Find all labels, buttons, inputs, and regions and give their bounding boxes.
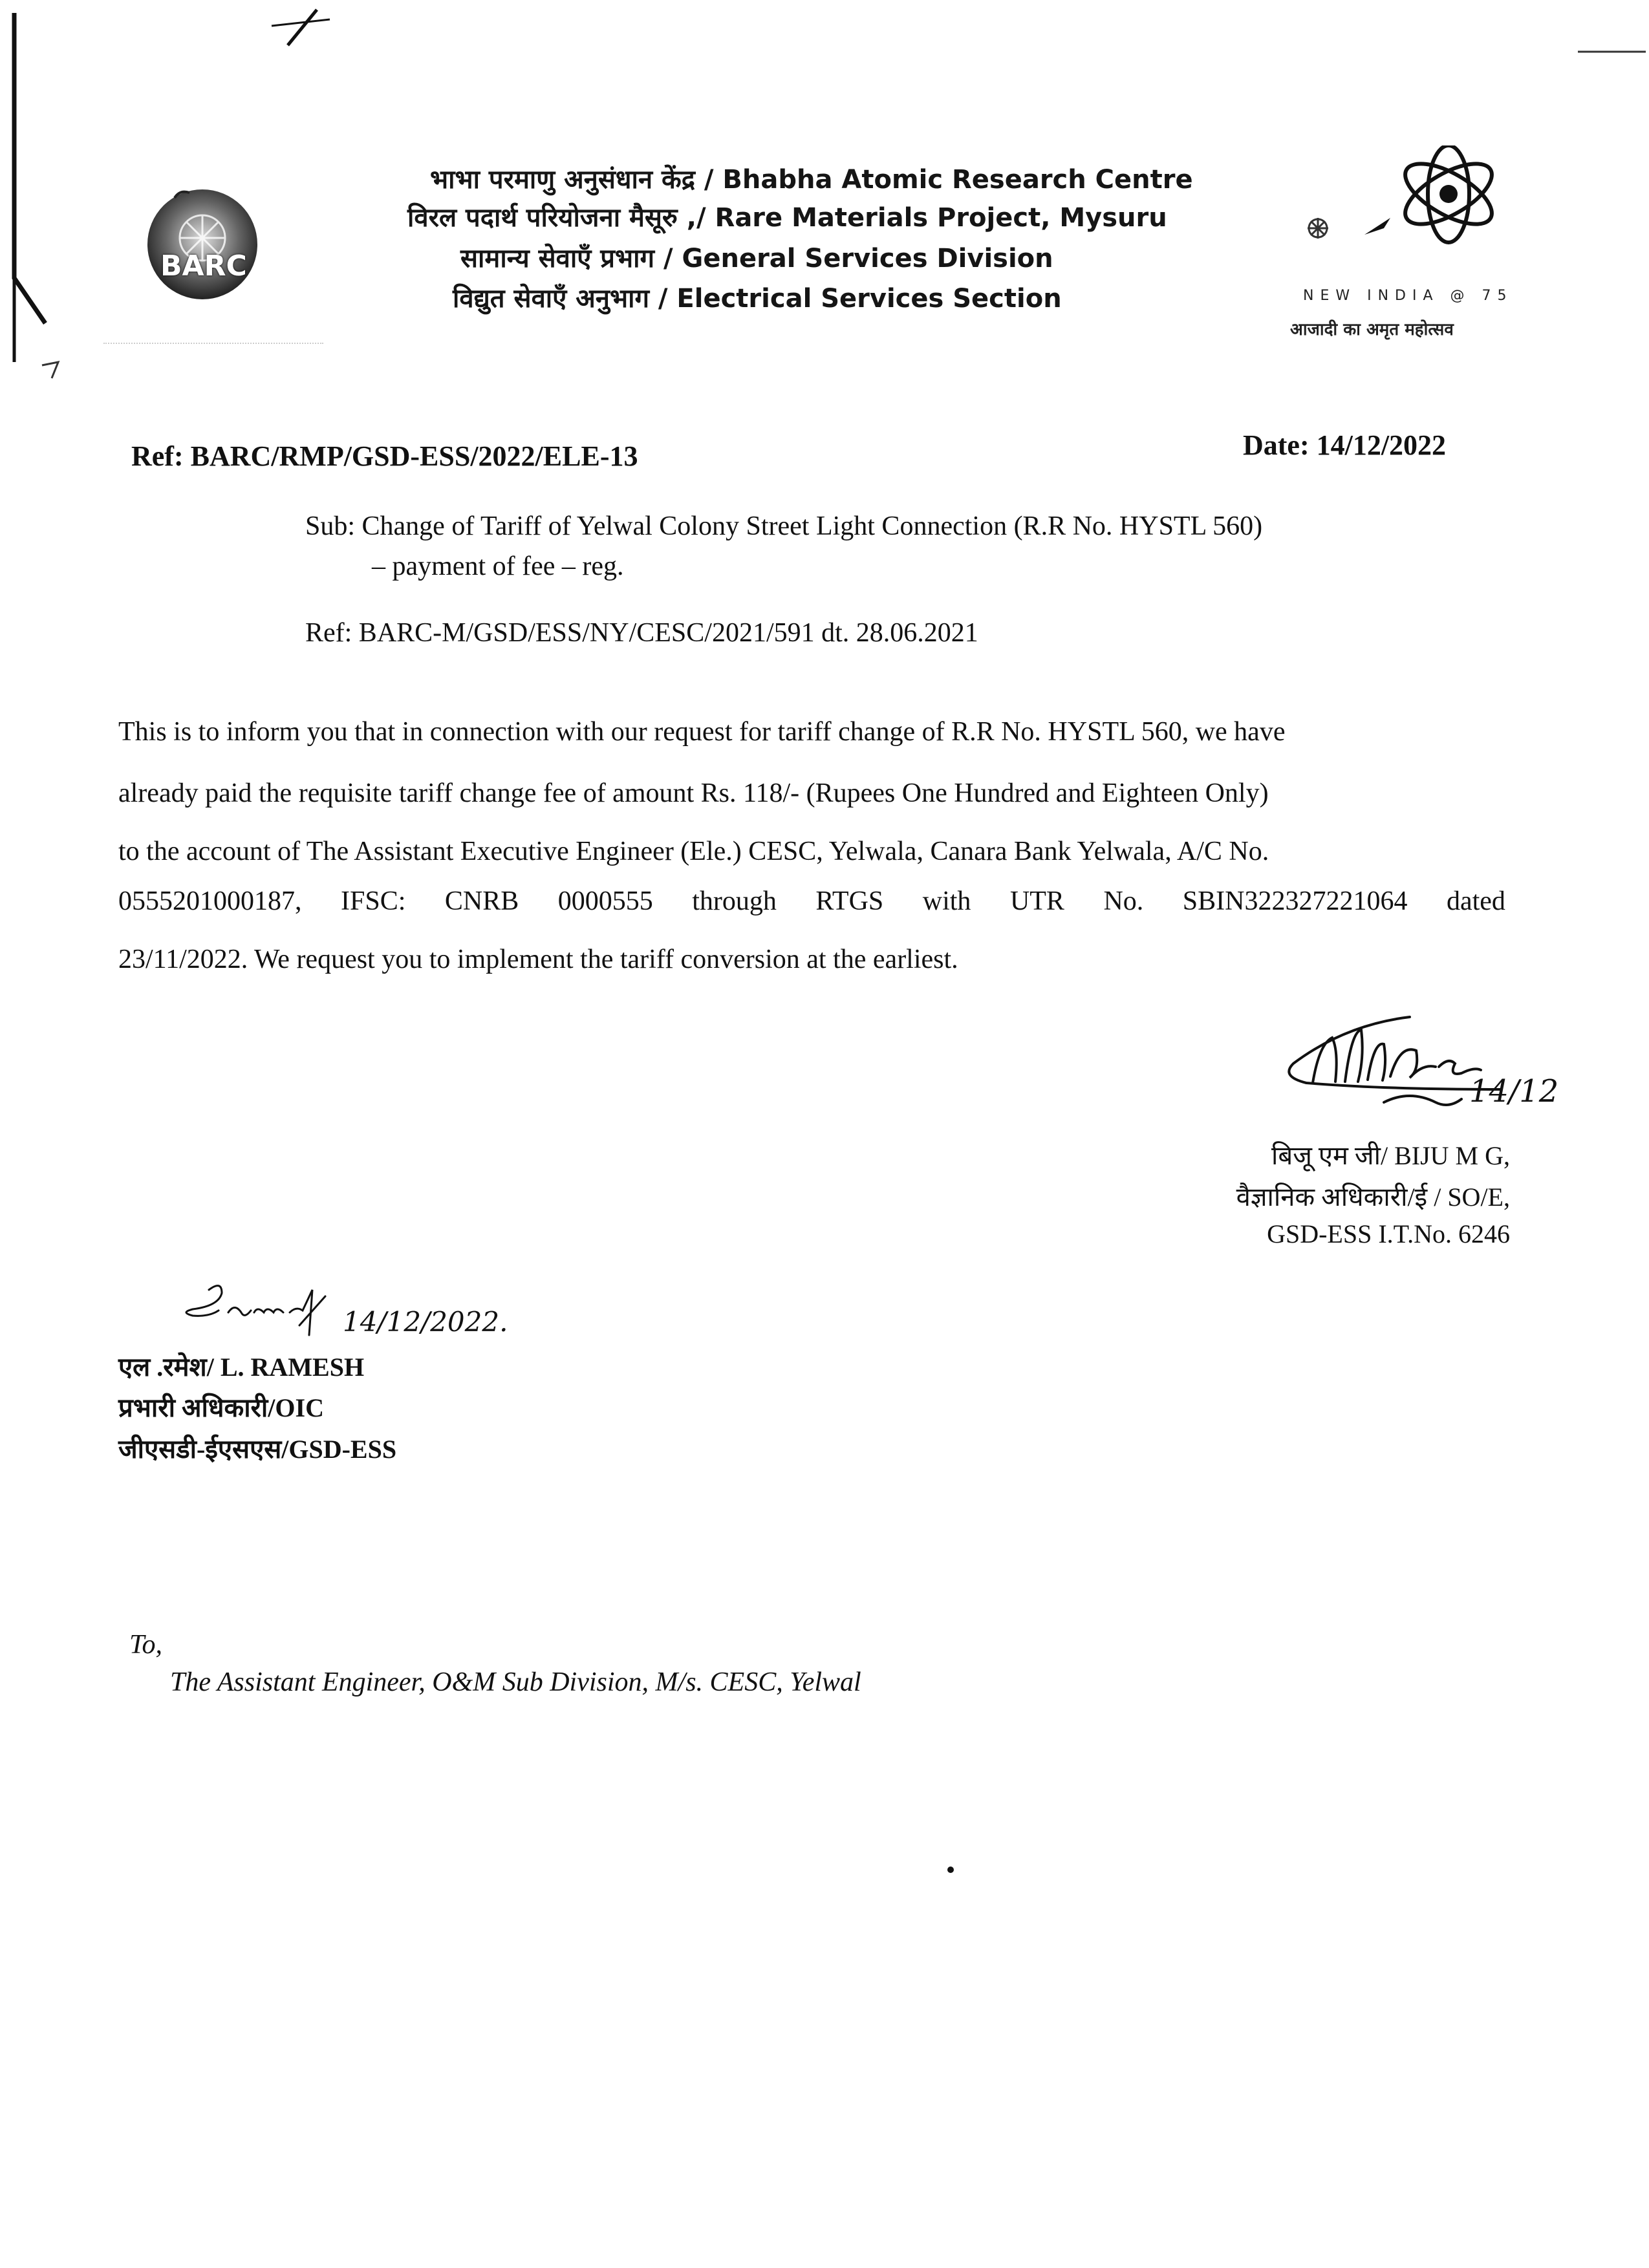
signature-date: 14/12 — [1469, 1073, 1559, 1109]
body-word: SBIN322327221064 — [1182, 886, 1408, 916]
reference-2: Ref: BARC-M/GSD/ESS/NY/CESC/2021/591 dt. 28.06.2021 — [305, 618, 978, 648]
oic-designation: प्रभारी अधिकारी/OIC — [118, 1393, 324, 1422]
letter-reference: Ref: BARC/RMP/GSD-ESS/2022/ELE-13 — [131, 440, 638, 472]
signatory-id: GSD-ESS I.T.No. 6246 — [1267, 1219, 1510, 1248]
body-word: 0555201000187, — [118, 886, 302, 916]
body-word: with — [922, 886, 971, 916]
barc-logo — [141, 173, 257, 303]
body-word: 0000555 — [557, 886, 653, 916]
subject-line-1: Sub: Change of Tariff of Yelwal Colony Street Light Connection (R.R No. HYSTL 560) — [305, 511, 1263, 541]
header-line-3: सामान्य सेवाएँ प्रभाग / General Services Division — [460, 244, 1053, 273]
body-line-3: to the account of The Assistant Executive Engineer (Ele.) CESC, Yelwala, Canara Bank Yelwala, A/C No. — [118, 837, 1269, 866]
body-line-4 — [118, 886, 1505, 917]
body-line-2: already paid the requisite tariff change fee of amount Rs. 118/- (Rupees One Hundred and Eighteen Only) — [118, 778, 1269, 808]
faint-line — [103, 343, 323, 347]
body-word: through — [692, 886, 777, 916]
oic-section: जीएसडी-ईएसएस/GSD-ESS — [118, 1435, 397, 1464]
new-india-75-logo — [1293, 145, 1513, 294]
header-line-2: विरल पदार्थ परियोजना मैसूरु ,/ Rare Materials Project, Mysuru — [407, 203, 1167, 233]
body-word: UTR — [1009, 886, 1064, 916]
subject-line-2: – payment of fee – reg. — [372, 551, 624, 581]
body-line-1: This is to inform you that in connection with our request for tariff change of R.R No. HYSTL 560, we have — [118, 717, 1286, 747]
oic-handwritten-date: 14/12/2022. — [343, 1306, 508, 1338]
signatory-name: बिजू एम जी/ BIJU M G, — [1271, 1141, 1510, 1170]
letter-date: Date: 14/12/2022 — [1243, 429, 1447, 461]
header-line-1: भाभा परमाणु अनुसंधान केंद्र / Bhabha Atomic Research Centre — [430, 165, 1193, 195]
signature-biju — [1255, 1005, 1617, 1135]
body-word: dated — [1446, 886, 1505, 916]
oic-name: एल .रमेश/ L. RAMESH — [118, 1353, 365, 1382]
new-india-tagline: NEW INDIA @ 75 — [1303, 288, 1513, 304]
header-line-4: विद्युत सेवाएँ अनुभाग / Electrical Services Section — [453, 284, 1062, 314]
body-word: RTGS — [815, 886, 884, 916]
body-word: No. — [1103, 886, 1144, 916]
signatory-designation: वैज्ञानिक अधिकारी/ई / SO/E, — [1236, 1182, 1510, 1212]
body-word: CNRB — [444, 886, 519, 916]
body-word: IFSC: — [341, 886, 406, 916]
azadi-tagline: आजादी का अमृत महोत्सव — [1290, 320, 1454, 339]
logo-text: BARC — [160, 250, 247, 283]
body-line-5: 23/11/2022. We request you to implement the tariff conversion at the earliest. — [118, 945, 958, 974]
to-address: The Assistant Engineer, O&M Sub Division, M/s. CESC, Yelwal — [170, 1667, 861, 1697]
to-label: To, — [129, 1630, 163, 1660]
